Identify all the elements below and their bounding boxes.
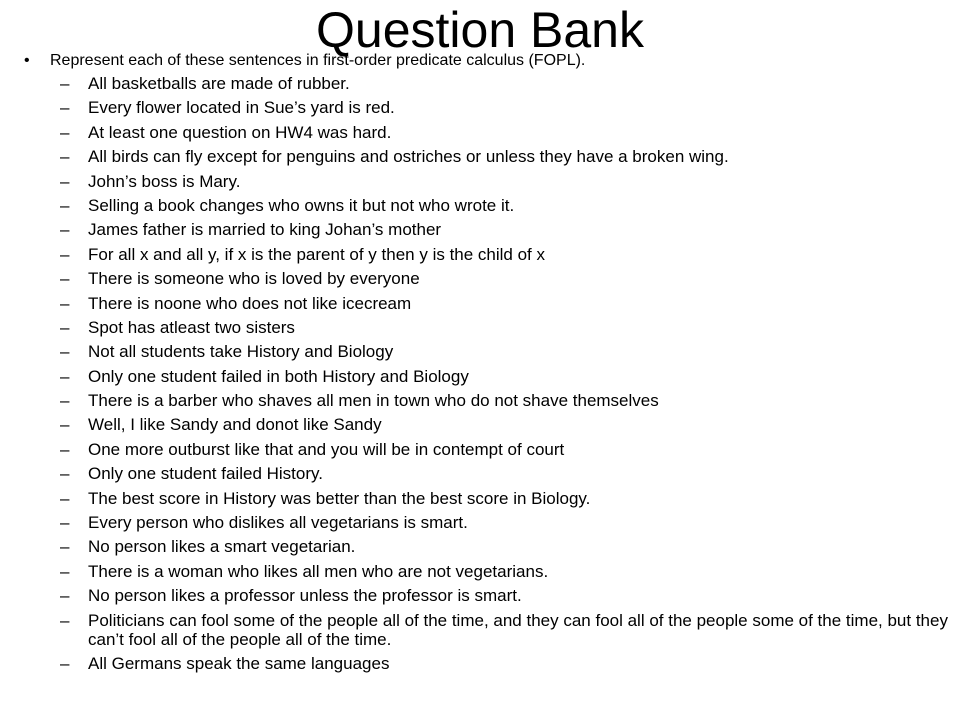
question-item bbox=[22, 245, 952, 264]
question-text: Selling a book changes who owns it but not who wrote it. bbox=[88, 195, 515, 215]
question-text: John’s boss is Mary. bbox=[88, 171, 241, 191]
question-item bbox=[22, 562, 952, 581]
dash-marker: – bbox=[60, 269, 70, 289]
dash-marker: – bbox=[60, 74, 70, 93]
question-item bbox=[22, 318, 952, 337]
dash-marker: – bbox=[60, 171, 70, 191]
question-text: Every flower located in Sue’s yard is red. bbox=[88, 98, 395, 118]
slide-content bbox=[22, 51, 952, 678]
question-text: No person likes a smart vegetarian. bbox=[88, 537, 356, 557]
dash-marker: – bbox=[60, 561, 70, 581]
question-item bbox=[22, 220, 952, 239]
dash-marker: – bbox=[60, 537, 70, 557]
question-item bbox=[22, 367, 952, 386]
dash-marker: – bbox=[60, 122, 70, 142]
dash-marker: – bbox=[60, 195, 70, 215]
question-item bbox=[22, 489, 952, 508]
question-text: There is noone who does not like icecream bbox=[88, 293, 412, 313]
dash-marker: – bbox=[60, 488, 70, 508]
question-item bbox=[22, 196, 952, 215]
dash-marker: – bbox=[60, 220, 70, 240]
question-text: Well, I like Sandy and donot like Sandy bbox=[88, 415, 382, 435]
question-item bbox=[22, 611, 952, 649]
question-item bbox=[22, 654, 952, 673]
question-text: Not all students take History and Biology bbox=[88, 342, 394, 362]
question-text: There is a woman who likes all men who are not vegetarians. bbox=[88, 561, 549, 581]
dash-marker: – bbox=[60, 342, 70, 362]
question-item bbox=[22, 294, 952, 313]
question-text: Spot has atleast two sisters bbox=[88, 317, 295, 337]
dash-marker: – bbox=[60, 391, 70, 411]
question-item bbox=[22, 74, 952, 93]
slide-title: Question Bank bbox=[316, 2, 644, 58]
question-item bbox=[22, 123, 952, 142]
question-item bbox=[22, 391, 952, 410]
dash-marker: – bbox=[60, 586, 70, 606]
question-text: One more outburst like that and you will be in contempt of court bbox=[88, 439, 565, 459]
question-item bbox=[22, 172, 952, 191]
question-text: At least one question on HW4 was hard. bbox=[88, 122, 392, 142]
dash-marker: – bbox=[60, 293, 70, 313]
question-text: Every person who dislikes all vegetarians is smart. bbox=[88, 513, 468, 533]
question-text: There is a barber who shaves all men in town who do not shave themselves bbox=[88, 391, 659, 411]
question-item bbox=[22, 415, 952, 434]
question-item bbox=[22, 513, 952, 532]
question-item bbox=[22, 586, 952, 605]
dash-marker: – bbox=[60, 513, 70, 533]
question-item bbox=[22, 342, 952, 361]
question-item bbox=[22, 537, 952, 556]
question-text: All basketballs are made of rubber. bbox=[88, 74, 350, 93]
question-text: James father is married to king Johan’s mother bbox=[88, 220, 442, 240]
question-text: For all x and all y, if x is the parent of y then y is the child of x bbox=[88, 244, 546, 264]
question-item bbox=[22, 98, 952, 117]
dash-marker: – bbox=[60, 366, 70, 386]
bullet-marker: • bbox=[24, 52, 30, 69]
question-item bbox=[22, 269, 952, 288]
dash-marker: – bbox=[60, 98, 70, 118]
dash-marker: – bbox=[60, 439, 70, 459]
main-bullet bbox=[22, 51, 952, 71]
question-text: Politicians can fool some of the people all of the time, and they can fool all of the people some of the time, but they can’t fool all of the people all of the time. bbox=[88, 610, 948, 649]
question-item bbox=[22, 440, 952, 459]
question-text: Only one student failed in both History and Biology bbox=[88, 366, 469, 386]
dash-marker: – bbox=[60, 653, 70, 673]
question-text: The best score in History was better than the best score in Biology. bbox=[88, 488, 591, 508]
dash-marker: – bbox=[60, 610, 70, 630]
dash-marker: – bbox=[60, 147, 70, 167]
bullet-text: Represent each of these sentences in first-order predicate calculus (FOPL). bbox=[50, 52, 586, 69]
dash-marker: – bbox=[60, 244, 70, 264]
dash-marker: – bbox=[60, 464, 70, 484]
question-list bbox=[22, 74, 952, 673]
question-text: All birds can fly except for penguins and ostriches or unless they have a broken wing. bbox=[88, 147, 729, 167]
question-text: No person likes a professor unless the professor is smart. bbox=[88, 586, 522, 606]
question-text: Only one student failed History. bbox=[88, 464, 323, 484]
dash-marker: – bbox=[60, 317, 70, 337]
question-item bbox=[22, 464, 952, 483]
question-text: There is someone who is loved by everyone bbox=[88, 269, 420, 289]
question-item bbox=[22, 147, 952, 166]
dash-marker: – bbox=[60, 415, 70, 435]
question-text: All Germans speak the same languages bbox=[88, 653, 390, 673]
